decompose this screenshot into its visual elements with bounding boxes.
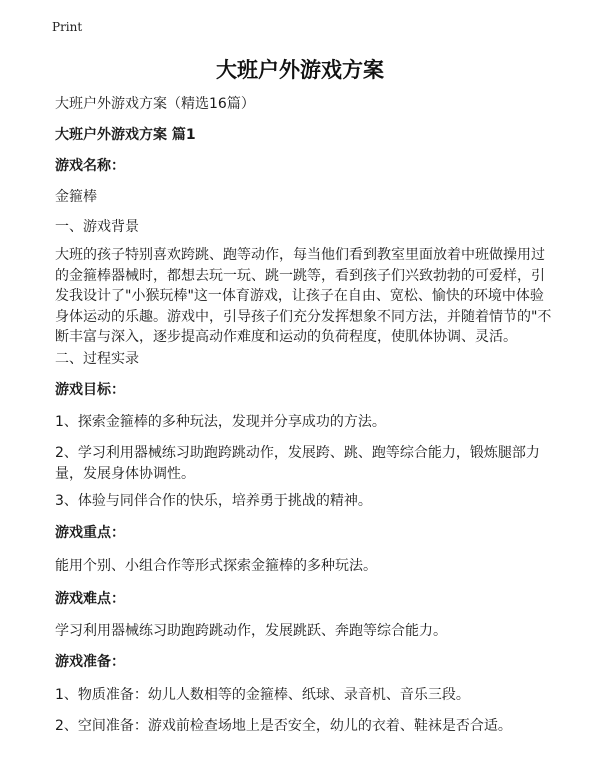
prep-heading: 游戏准备：: [55, 654, 125, 670]
game-name-heading: 游戏名称：: [55, 158, 125, 174]
key-heading: 游戏重点：: [55, 525, 125, 541]
goal-item-1: 1、探索金箍棒的多种玩法，发现并分享成功的方法。: [55, 414, 386, 430]
goal-item-2: 2、学习利用器械练习助跑跨跳动作，发展跨、跳、跑等综合能力，锻炼腿部力量，发展身体协调性。: [55, 445, 540, 482]
process-heading: 二、过程实录: [55, 351, 139, 367]
difficulty-text: 学习利用器械练习助跑跨跳动作，发展跳跃、奔跑等综合能力。: [55, 623, 447, 639]
background-paragraph: 大班的孩子特别喜欢跨跳、跑等动作，每当他们看到教室里面放着中班做操用过的金箍棒器械时，都想去玩一玩、跳一跳等，看到孩子们兴致勃勃的可爱样，引发我设计了"小猴玩棒"这一体育游戏，让孩子在自由、宽松、愉快的环境中体验身体运动的乐趣。游戏中，引导孩子们充分发挥想象不同方法，并随着情节的"不断丰富与深入，逐步提高动作难度和运动的负荷程度，使肌体协调、灵活。: [55, 247, 552, 345]
prep-item-2: 2、空间准备：游戏前检查场地上是否安全，幼儿的衣着、鞋袜是否合适。: [55, 718, 512, 734]
goal-item-3: 3、体验与同伴合作的快乐，培养勇于挑战的精神。: [55, 493, 372, 509]
key-text: 能用个别、小组合作等形式探索金箍棒的多种玩法。: [55, 558, 377, 574]
document-subtitle: 大班户外游戏方案（精选16篇）: [55, 96, 255, 112]
difficulty-heading: 游戏难点：: [55, 591, 125, 607]
goals-heading: 游戏目标：: [55, 382, 125, 398]
prep-item-1: 1、物质准备：幼儿人数相等的金箍棒、纸球、录音机、音乐三段。: [55, 687, 470, 703]
document-title: 大班户外游戏方案: [216, 58, 384, 82]
background-heading: 一、游戏背景: [55, 219, 139, 235]
game-name: 金箍棒: [55, 189, 97, 205]
section-title: 大班户外游戏方案 篇1: [55, 127, 196, 143]
print-label[interactable]: Print: [52, 20, 83, 34]
